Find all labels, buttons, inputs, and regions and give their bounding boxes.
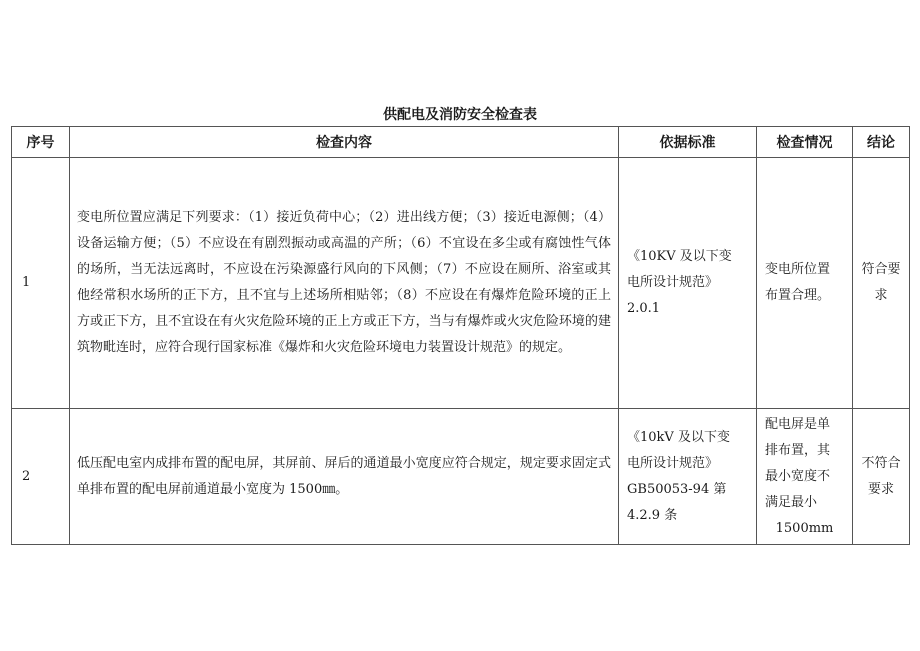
row-result — [853, 158, 910, 409]
row-situation — [757, 409, 853, 545]
standard-line: 2.0.1 — [627, 301, 661, 316]
table-row — [12, 409, 910, 545]
table-row — [12, 158, 910, 409]
situation-line: 满足最小 — [765, 494, 818, 510]
standard-line: GB50053-94 第 — [627, 481, 727, 497]
standard-line: 电所设计规范》 — [627, 455, 719, 471]
header-content: 检查内容 — [70, 127, 619, 158]
standard-line: 4.2.9 条 — [627, 507, 678, 523]
document-title: 供配电及消防安全检查表 — [383, 107, 537, 123]
standard-line: 《10kV 及以下变 — [627, 429, 730, 445]
table-header-row — [12, 127, 910, 158]
inspection-table — [11, 126, 910, 545]
standard-line: 《10KV 及以下变 — [627, 249, 732, 264]
situation-line: 排布置，其 — [765, 442, 831, 458]
situation-line: 布置合理。 — [765, 288, 831, 303]
row-content: 低压配电室内成排布置的配电屏，其屏前、屏后的通道最小宽度应符合规定，规定要求固定式单排布置的配电屏前通道最小宽度为 1500㎜。 — [70, 409, 619, 545]
situation-line: 变电所位置 — [765, 262, 831, 277]
row-situation — [757, 158, 853, 409]
row-standard — [619, 409, 757, 545]
situation-line: 配电屏是单 — [765, 416, 831, 432]
result-line: 要求 — [867, 481, 894, 497]
row-content: 变电所位置应满足下列要求：（1）接近负荷中心；（2）进出线方便；（3）接近电源侧；（4）设备运输方便；（5）不应设在有剧烈振动或高温的产所；（6）不宜设在多尘或有腐蚀性气体的场所，当无法远离时，不应设在污染源盛行风向的下风侧；（7）不应设在厕所、浴室或其他经常积水场所的正下方，且不宜与上述场所相贴邻；（8）不应设在有爆炸危险环境的正上方或正下方，且不宜设在有火灾危险环境的正上方或正下方，当与有爆炸或火灾危险环境的建筑物毗连时，应符合现行国家标准《爆炸和火灾危险环境电力装置设计规范》的规定。 — [70, 158, 619, 409]
header-standard: 依据标准 — [619, 127, 757, 158]
row-no: 2 — [12, 409, 70, 545]
situation-line: 1500mm — [775, 520, 834, 536]
row-no: 1 — [12, 158, 70, 409]
header-no: 序号 — [12, 127, 70, 158]
result-line: 不符合 — [861, 455, 901, 471]
header-result: 结论 — [853, 127, 910, 158]
row-result — [853, 409, 910, 545]
row-standard — [619, 158, 757, 409]
result-line: 符合要 — [861, 262, 901, 277]
header-situation: 检查情况 — [757, 127, 853, 158]
situation-line: 最小宽度不 — [765, 468, 831, 484]
result-line: 求 — [874, 288, 888, 303]
standard-line: 电所设计规范》 — [627, 275, 719, 290]
